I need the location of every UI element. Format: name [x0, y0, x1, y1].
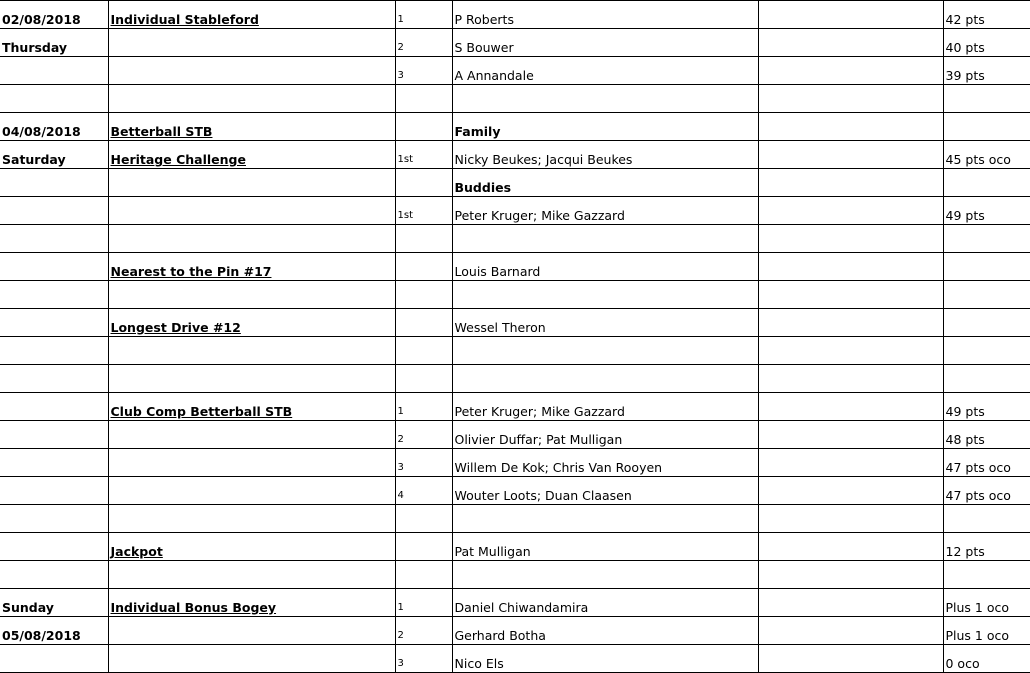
position-cell[interactable] — [395, 309, 452, 337]
score-text: 40 pts — [945, 40, 985, 55]
competition-cell[interactable] — [108, 113, 395, 141]
score-text: 48 pts — [945, 432, 985, 447]
score-cell[interactable] — [943, 477, 1030, 505]
table-row — [0, 533, 1030, 561]
blank-cell[interactable] — [758, 393, 943, 421]
date-day-cell[interactable] — [0, 365, 108, 393]
date-day-cell[interactable] — [0, 449, 108, 477]
name-cell[interactable] — [452, 85, 758, 113]
date-day-cell[interactable] — [0, 141, 108, 169]
position-cell[interactable] — [395, 85, 452, 113]
table-row — [0, 617, 1030, 645]
competition-cell[interactable] — [108, 505, 395, 533]
blank-cell[interactable] — [758, 477, 943, 505]
name-cell[interactable] — [452, 561, 758, 589]
competition-cell[interactable] — [108, 1, 395, 29]
score-cell[interactable] — [943, 505, 1030, 533]
position-cell[interactable] — [395, 505, 452, 533]
score-cell[interactable] — [943, 29, 1030, 57]
position-cell[interactable] — [395, 113, 452, 141]
score-cell[interactable] — [943, 645, 1030, 673]
blank-cell[interactable] — [758, 1, 943, 29]
name-cell[interactable] — [452, 309, 758, 337]
competition-cell[interactable] — [108, 617, 395, 645]
score-text: 42 pts — [945, 12, 985, 27]
competition-cell[interactable] — [108, 533, 395, 561]
blank-cell[interactable] — [758, 421, 943, 449]
name-text: Nico Els — [454, 656, 504, 671]
table-row — [0, 561, 1030, 589]
blank-cell[interactable] — [758, 57, 943, 85]
position-text: 1 — [397, 14, 404, 25]
competition-cell[interactable] — [108, 253, 395, 281]
name-text: Buddies — [454, 180, 512, 195]
table-row — [0, 645, 1030, 673]
score-cell[interactable] — [943, 253, 1030, 281]
name-text: Louis Barnard — [454, 264, 541, 279]
competition-cell[interactable] — [108, 57, 395, 85]
position-text: 1 — [397, 406, 404, 417]
competition-cell[interactable] — [108, 561, 395, 589]
competition-cell[interactable] — [108, 393, 395, 421]
name-cell[interactable] — [452, 57, 758, 85]
table-row — [0, 589, 1030, 617]
position-text: 1st — [397, 154, 413, 165]
position-text: 3 — [397, 658, 404, 669]
blank-cell[interactable] — [758, 141, 943, 169]
position-cell[interactable] — [395, 337, 452, 365]
competition-cell[interactable] — [108, 169, 395, 197]
competition-text: Club Comp Betterball STB — [110, 404, 293, 419]
name-cell[interactable] — [452, 477, 758, 505]
position-cell[interactable] — [395, 169, 452, 197]
position-cell[interactable] — [395, 645, 452, 673]
date-day-cell[interactable] — [0, 533, 108, 561]
name-text: A Annandale — [454, 68, 534, 83]
blank-cell[interactable] — [758, 113, 943, 141]
competition-cell[interactable] — [108, 85, 395, 113]
competition-text: Individual Bonus Bogey — [110, 600, 277, 615]
name-text: Peter Kruger; Mike Gazzard — [454, 208, 625, 223]
blank-cell[interactable] — [758, 281, 943, 309]
date-day-cell[interactable] — [0, 337, 108, 365]
date-day-cell[interactable] — [0, 57, 108, 85]
name-cell[interactable] — [452, 589, 758, 617]
blank-cell[interactable] — [758, 589, 943, 617]
table-row — [0, 505, 1030, 533]
score-cell[interactable] — [943, 533, 1030, 561]
position-cell[interactable] — [395, 421, 452, 449]
date-day-text: Saturday — [2, 152, 66, 167]
score-text: 49 pts — [945, 404, 985, 419]
competition-text: Nearest to the Pin #17 — [110, 264, 272, 279]
blank-cell[interactable] — [758, 645, 943, 673]
date-day-cell[interactable] — [0, 281, 108, 309]
date-day-cell[interactable] — [0, 309, 108, 337]
table-row — [0, 309, 1030, 337]
position-text: 4 — [397, 490, 404, 501]
date-day-cell[interactable] — [0, 421, 108, 449]
date-day-text: 02/08/2018 — [2, 12, 81, 27]
position-text: 3 — [397, 462, 404, 473]
score-cell[interactable] — [943, 57, 1030, 85]
name-cell[interactable] — [452, 617, 758, 645]
name-cell[interactable] — [452, 253, 758, 281]
score-cell[interactable] — [943, 617, 1030, 645]
competition-cell[interactable] — [108, 589, 395, 617]
score-text: Plus 1 oco — [945, 628, 1010, 643]
table-row — [0, 57, 1030, 85]
blank-cell[interactable] — [758, 225, 943, 253]
competition-text: Individual Stableford — [110, 12, 259, 27]
position-text: 3 — [397, 70, 404, 81]
position-cell[interactable] — [395, 29, 452, 57]
score-text: 0 oco — [945, 656, 980, 671]
name-cell[interactable] — [452, 197, 758, 225]
blank-cell[interactable] — [758, 29, 943, 57]
score-text: 39 pts — [945, 68, 985, 83]
date-day-cell[interactable] — [0, 253, 108, 281]
date-day-cell[interactable] — [0, 645, 108, 673]
table-row — [0, 169, 1030, 197]
date-day-cell[interactable] — [0, 29, 108, 57]
table-row — [0, 197, 1030, 225]
name-cell[interactable] — [452, 141, 758, 169]
score-cell[interactable] — [943, 561, 1030, 589]
date-day-cell[interactable] — [0, 113, 108, 141]
score-cell[interactable] — [943, 589, 1030, 617]
score-text: 47 pts oco — [945, 488, 1011, 503]
score-cell[interactable] — [943, 449, 1030, 477]
date-day-cell[interactable] — [0, 561, 108, 589]
table-row — [0, 113, 1030, 141]
competition-cell[interactable] — [108, 645, 395, 673]
table-row — [0, 281, 1030, 309]
blank-cell[interactable] — [758, 505, 943, 533]
blank-cell[interactable] — [758, 253, 943, 281]
competition-text: Jackpot — [110, 544, 163, 559]
score-cell[interactable] — [943, 113, 1030, 141]
name-cell[interactable] — [452, 393, 758, 421]
name-cell[interactable] — [452, 225, 758, 253]
competition-cell[interactable] — [108, 365, 395, 393]
score-cell[interactable] — [943, 365, 1030, 393]
competition-cell[interactable] — [108, 225, 395, 253]
date-day-cell[interactable] — [0, 85, 108, 113]
score-text: 47 pts oco — [945, 460, 1011, 475]
date-day-cell[interactable] — [0, 393, 108, 421]
table-row — [0, 253, 1030, 281]
score-cell[interactable] — [943, 1, 1030, 29]
name-cell[interactable] — [452, 113, 758, 141]
name-text: Peter Kruger; Mike Gazzard — [454, 404, 625, 419]
competition-cell[interactable] — [108, 449, 395, 477]
table-row — [0, 1, 1030, 29]
competition-text: Longest Drive #12 — [110, 320, 241, 335]
name-text: S Bouwer — [454, 40, 514, 55]
position-text: 1st — [397, 210, 413, 221]
table-row — [0, 365, 1030, 393]
name-text: Daniel Chiwandamira — [454, 600, 589, 615]
competition-text: Heritage Challenge — [110, 152, 246, 167]
competition-cell[interactable] — [108, 309, 395, 337]
date-day-cell[interactable] — [0, 1, 108, 29]
position-text: 2 — [397, 434, 404, 445]
table-row — [0, 225, 1030, 253]
position-cell[interactable] — [395, 561, 452, 589]
score-cell[interactable] — [943, 169, 1030, 197]
date-day-cell[interactable] — [0, 477, 108, 505]
date-day-cell[interactable] — [0, 197, 108, 225]
position-cell[interactable] — [395, 225, 452, 253]
name-text: Pat Mulligan — [454, 544, 531, 559]
table-row — [0, 449, 1030, 477]
score-cell[interactable] — [943, 141, 1030, 169]
position-text: 1 — [397, 602, 404, 613]
competition-cell[interactable] — [108, 477, 395, 505]
name-cell[interactable] — [452, 365, 758, 393]
score-cell[interactable] — [943, 309, 1030, 337]
blank-cell[interactable] — [758, 169, 943, 197]
date-day-cell[interactable] — [0, 225, 108, 253]
name-cell[interactable] — [452, 505, 758, 533]
name-text: Nicky Beukes; Jacqui Beukes — [454, 152, 633, 167]
table-row — [0, 477, 1030, 505]
name-cell[interactable] — [452, 281, 758, 309]
name-cell[interactable] — [452, 1, 758, 29]
score-cell[interactable] — [943, 281, 1030, 309]
position-cell[interactable] — [395, 533, 452, 561]
position-cell[interactable] — [395, 281, 452, 309]
name-text: Gerhard Botha — [454, 628, 546, 643]
date-day-text: Thursday — [2, 40, 68, 55]
score-cell[interactable] — [943, 337, 1030, 365]
position-text: 2 — [397, 42, 404, 53]
competition-cell[interactable] — [108, 281, 395, 309]
position-cell[interactable] — [395, 197, 452, 225]
name-cell[interactable] — [452, 533, 758, 561]
position-cell[interactable] — [395, 589, 452, 617]
competition-text: Betterball STB — [110, 124, 213, 139]
competition-cell[interactable] — [108, 141, 395, 169]
blank-cell[interactable] — [758, 617, 943, 645]
date-day-cell[interactable] — [0, 589, 108, 617]
blank-cell[interactable] — [758, 449, 943, 477]
score-text: 49 pts — [945, 208, 985, 223]
score-text: 45 pts oco — [945, 152, 1011, 167]
position-cell[interactable] — [395, 393, 452, 421]
position-cell[interactable] — [395, 617, 452, 645]
position-cell[interactable] — [395, 1, 452, 29]
blank-cell[interactable] — [758, 309, 943, 337]
blank-cell[interactable] — [758, 365, 943, 393]
name-cell[interactable] — [452, 337, 758, 365]
table-row — [0, 141, 1030, 169]
score-cell[interactable] — [943, 85, 1030, 113]
competition-cell[interactable] — [108, 421, 395, 449]
date-day-cell[interactable] — [0, 617, 108, 645]
blank-cell[interactable] — [758, 533, 943, 561]
table-row — [0, 85, 1030, 113]
table-row — [0, 29, 1030, 57]
position-cell[interactable] — [395, 449, 452, 477]
competition-cell[interactable] — [108, 337, 395, 365]
score-cell[interactable] — [943, 421, 1030, 449]
score-text: Plus 1 oco — [945, 600, 1010, 615]
blank-cell[interactable] — [758, 337, 943, 365]
blank-cell[interactable] — [758, 85, 943, 113]
name-text: Willem De Kok; Chris Van Rooyen — [454, 460, 663, 475]
name-cell[interactable] — [452, 29, 758, 57]
name-cell[interactable] — [452, 421, 758, 449]
score-cell[interactable] — [943, 225, 1030, 253]
name-cell[interactable] — [452, 645, 758, 673]
name-text: Olivier Duffar; Pat Mulligan — [454, 432, 623, 447]
name-cell[interactable] — [452, 169, 758, 197]
position-cell[interactable] — [395, 141, 452, 169]
date-day-text: Sunday — [2, 600, 54, 615]
position-cell[interactable] — [395, 477, 452, 505]
table-row — [0, 393, 1030, 421]
score-text: 12 pts — [945, 544, 985, 559]
position-cell[interactable] — [395, 253, 452, 281]
name-text: Wessel Theron — [454, 320, 546, 335]
name-text: Family — [454, 124, 501, 139]
position-cell[interactable] — [395, 57, 452, 85]
table-row — [0, 421, 1030, 449]
blank-cell[interactable] — [758, 197, 943, 225]
date-day-text: 05/08/2018 — [2, 628, 81, 643]
name-text: P Roberts — [454, 12, 514, 27]
position-text: 2 — [397, 630, 404, 641]
score-cell[interactable] — [943, 197, 1030, 225]
score-cell[interactable] — [943, 393, 1030, 421]
competition-cell[interactable] — [108, 29, 395, 57]
name-cell[interactable] — [452, 449, 758, 477]
date-day-text: 04/08/2018 — [2, 124, 81, 139]
table-row — [0, 337, 1030, 365]
position-cell[interactable] — [395, 365, 452, 393]
competition-cell[interactable] — [108, 197, 395, 225]
name-text: Wouter Loots; Duan Claasen — [454, 488, 632, 503]
blank-cell[interactable] — [758, 561, 943, 589]
date-day-cell[interactable] — [0, 505, 108, 533]
date-day-cell[interactable] — [0, 169, 108, 197]
